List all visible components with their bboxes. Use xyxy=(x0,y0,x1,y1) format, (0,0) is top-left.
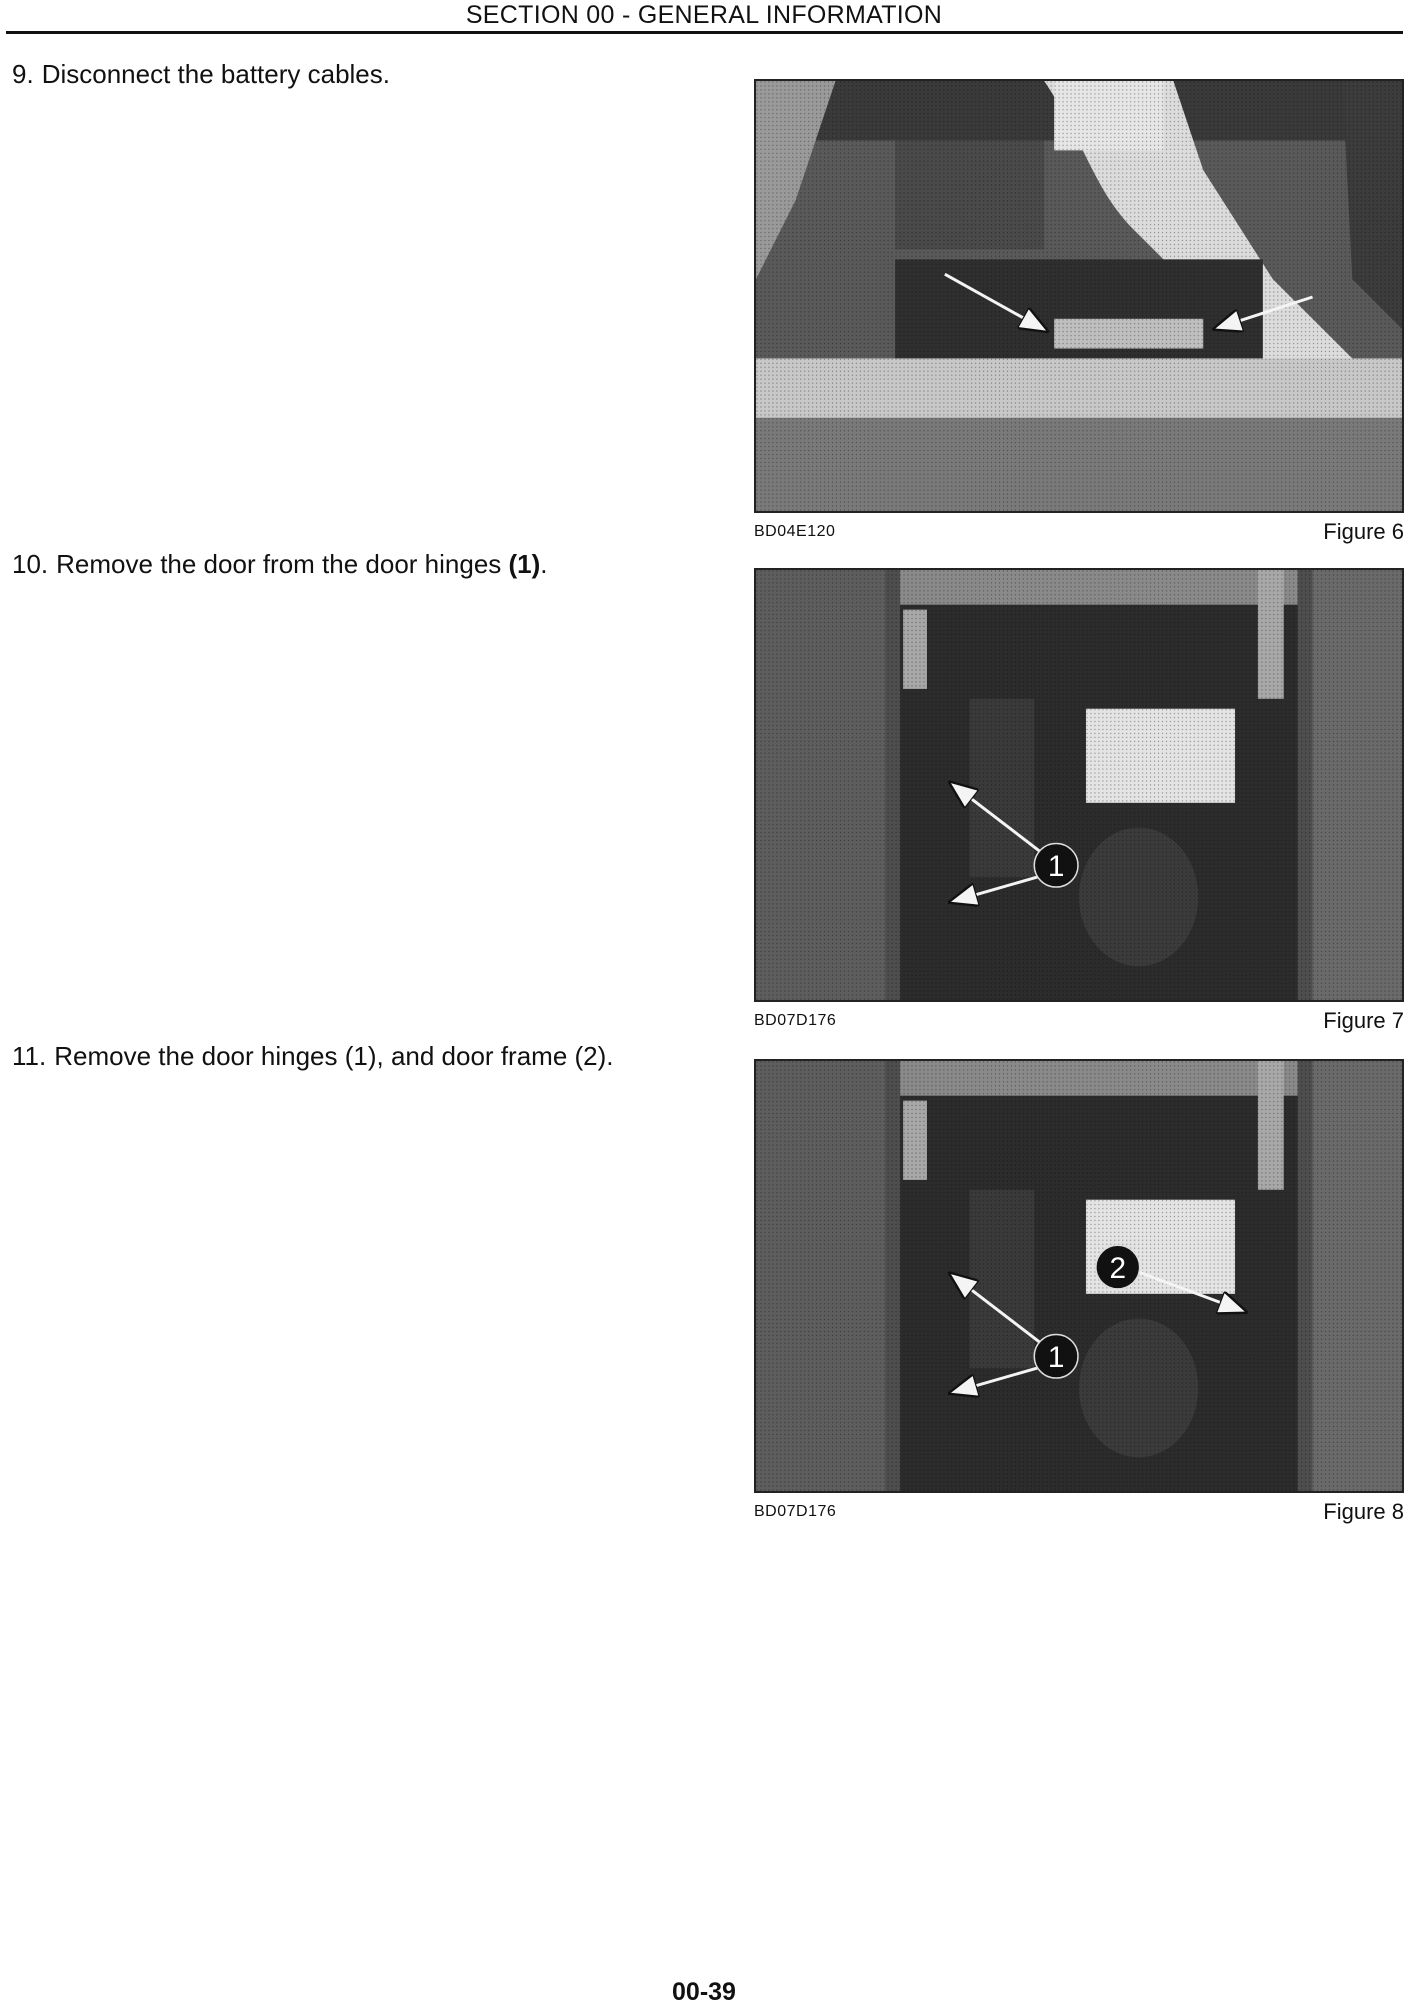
step-reference: (1) xyxy=(508,549,541,579)
callout-label: 1 xyxy=(1047,1341,1065,1375)
figure-label: Figure 7 xyxy=(1323,1008,1404,1033)
callout-2 xyxy=(1096,1245,1140,1289)
callout-1 xyxy=(1034,1334,1078,1378)
page-number: 00-39 xyxy=(672,1978,736,2006)
header-divider xyxy=(6,31,1403,34)
step-text: Remove the door hinges (1), and door frame (2). xyxy=(54,1041,614,1071)
step-number: 11. xyxy=(12,1041,47,1071)
step-text: Disconnect the battery cables. xyxy=(41,59,390,89)
image-code: BD04E120 xyxy=(754,523,836,540)
image-code: BD07D176 xyxy=(754,1503,837,1520)
step-text: Remove the door from the door hinges xyxy=(56,549,509,579)
step-9 xyxy=(12,58,390,90)
battery-photo xyxy=(754,79,1404,513)
callout-1 xyxy=(1034,843,1078,887)
figure-caption xyxy=(754,519,1404,549)
door-frame-photo xyxy=(754,1059,1404,1493)
callout-label: 2 xyxy=(1109,1252,1127,1285)
figure-caption xyxy=(754,1008,1404,1038)
step-text-end: . xyxy=(540,549,548,579)
image-code: BD07D176 xyxy=(754,1012,837,1029)
step-11 xyxy=(12,1040,614,1072)
step-number: 10. xyxy=(12,549,49,579)
figure-label: Figure 8 xyxy=(1323,1499,1404,1524)
section-title: SECTION 00 - GENERAL INFORMATION xyxy=(465,1,943,29)
step-10 xyxy=(12,548,548,580)
figure-caption xyxy=(754,1499,1404,1529)
figure-label: Figure 6 xyxy=(1323,519,1404,544)
callout-label: 1 xyxy=(1047,850,1065,884)
section-header xyxy=(0,0,1408,34)
step-number: 9. xyxy=(12,59,34,89)
page-footer xyxy=(0,1978,1408,2007)
door-hinges-photo xyxy=(754,568,1404,1002)
